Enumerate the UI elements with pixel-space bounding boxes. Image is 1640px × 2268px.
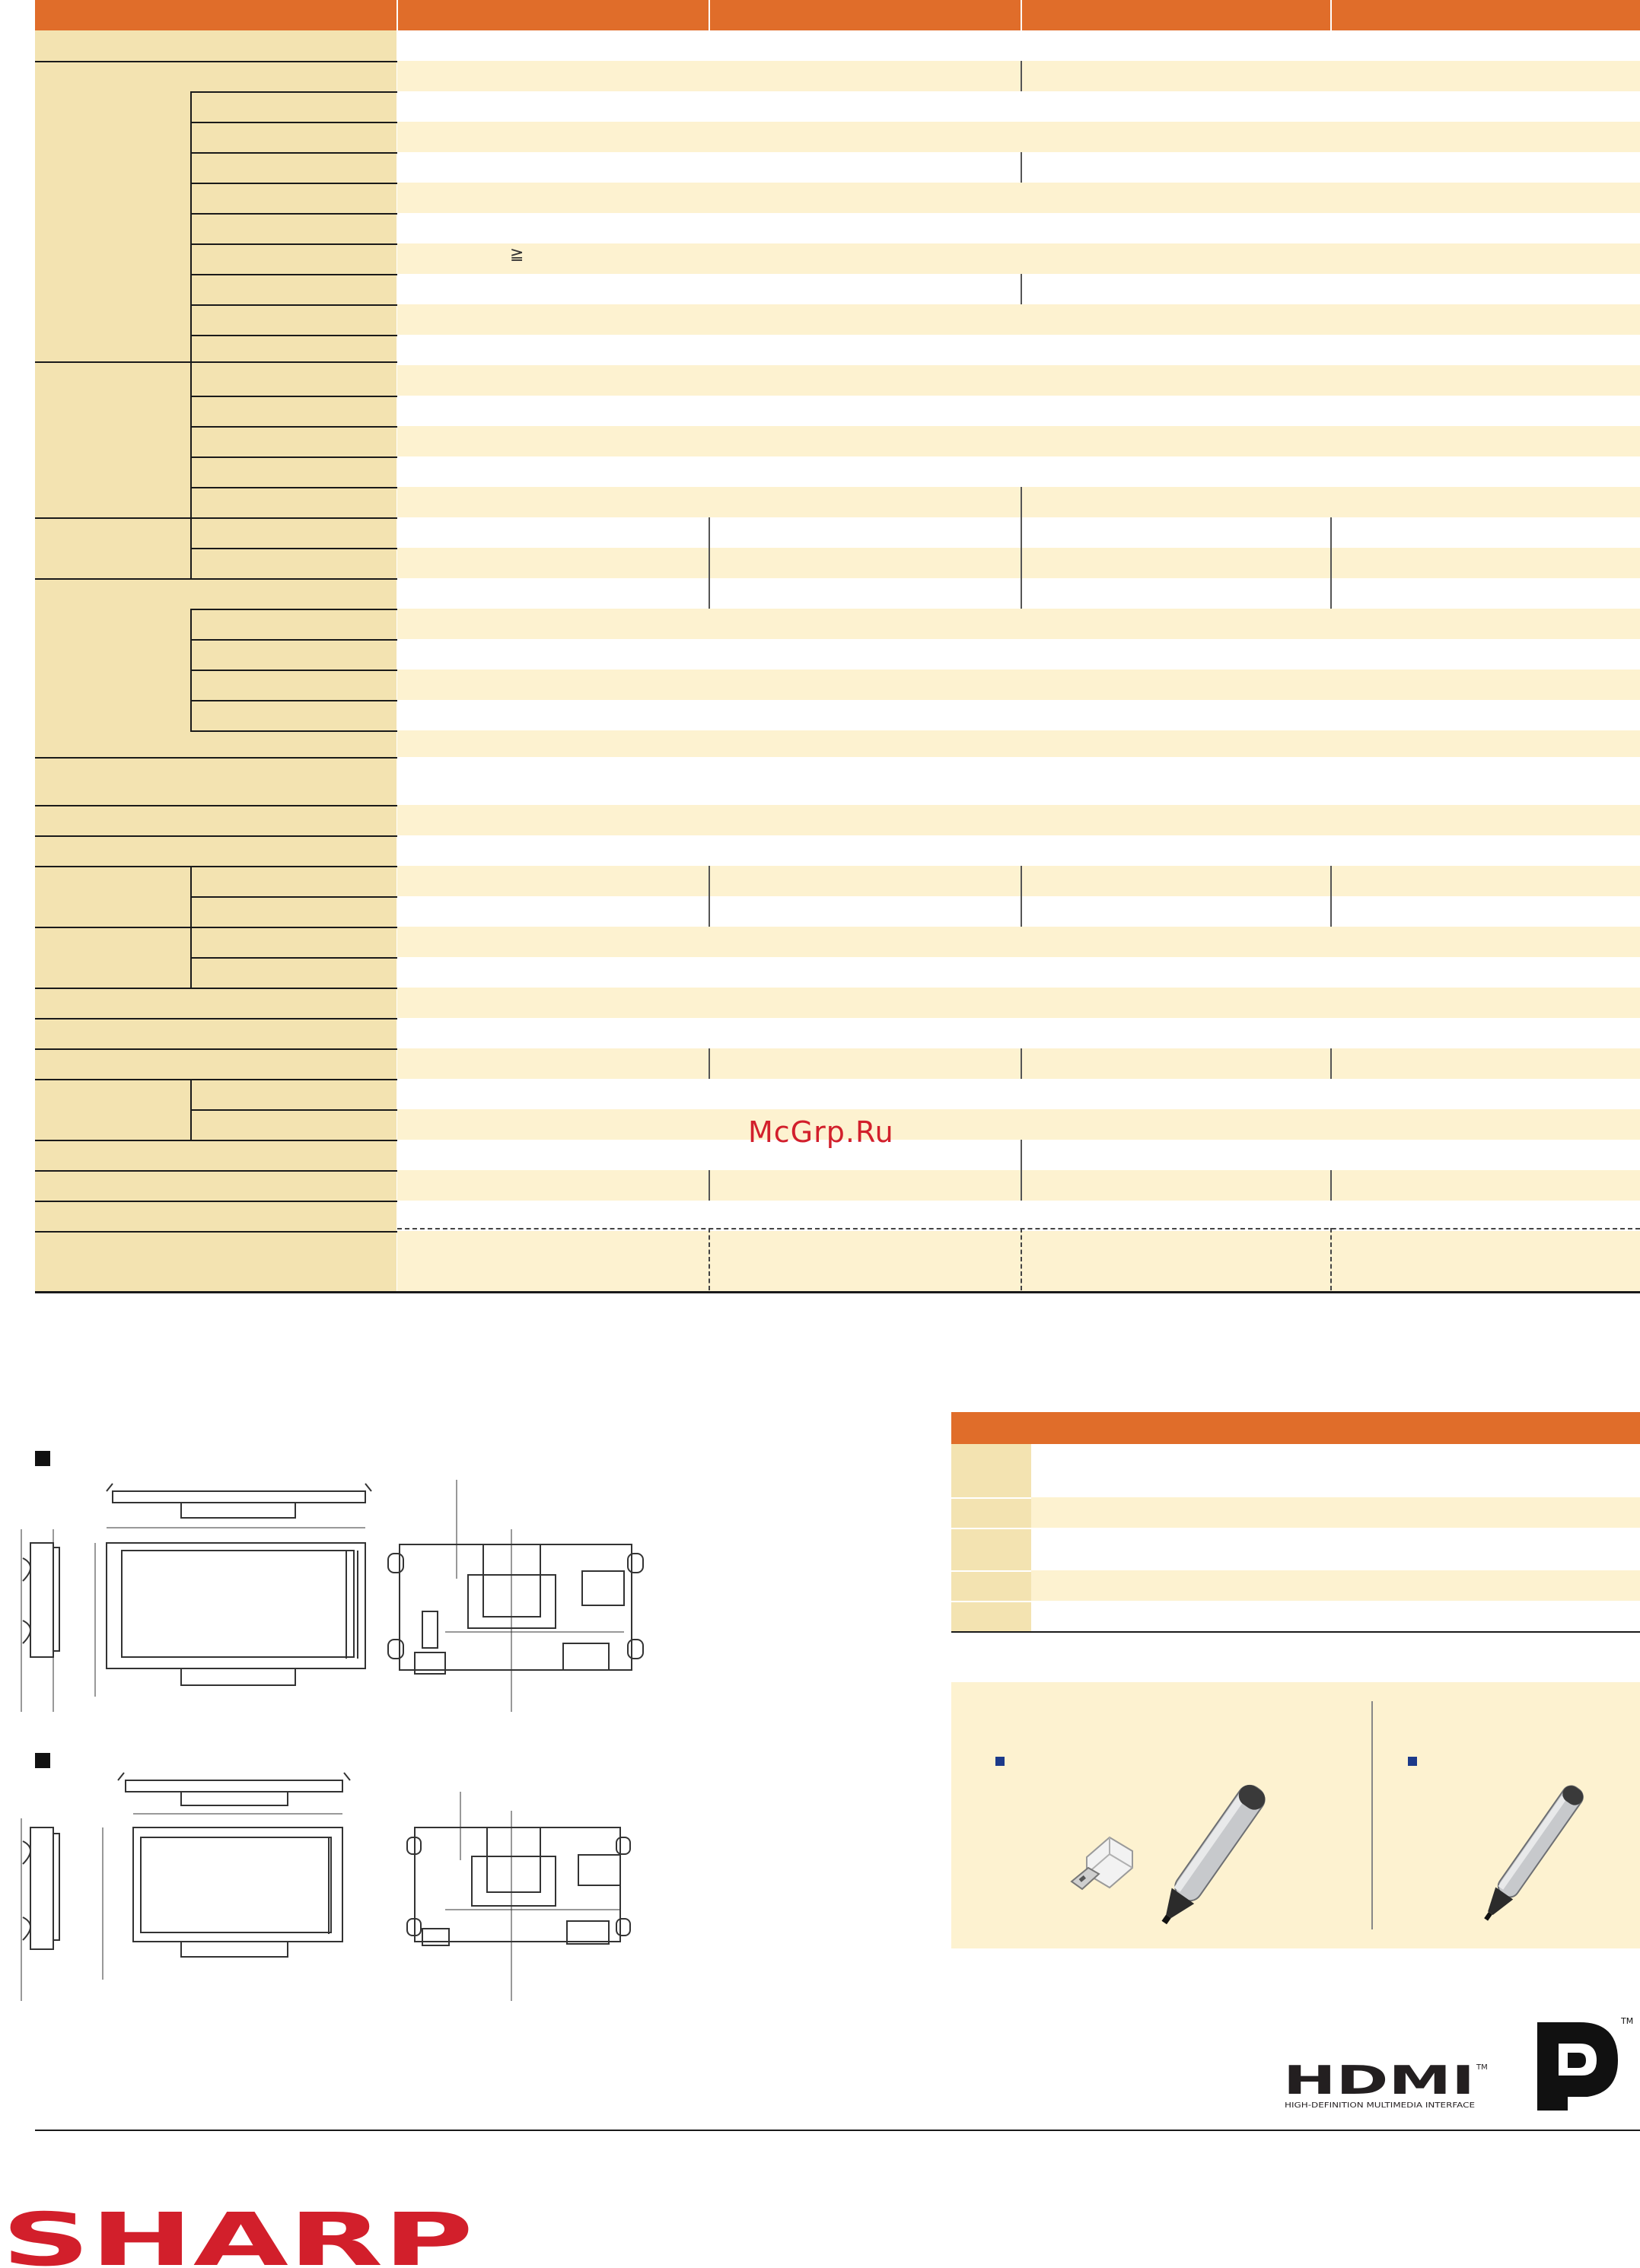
accessory-bullet	[1408, 1757, 1417, 1766]
spec-label-rule	[35, 866, 397, 867]
spec-value-row	[397, 927, 1640, 957]
touch-pen-icon	[1134, 1773, 1286, 1941]
footer-rule	[35, 2130, 1640, 2131]
options-table-label-cell	[951, 1570, 1031, 1601]
spec-column-divider	[1021, 487, 1022, 517]
spec-column-divider	[1021, 517, 1022, 609]
greater-equal-symbol: ≧	[510, 245, 524, 264]
spec-label-rule	[190, 1079, 192, 1140]
spec-label-rule	[35, 1140, 397, 1141]
spec-label-rule	[35, 61, 397, 62]
spec-label-rule	[190, 670, 397, 671]
spec-label-rule	[190, 487, 397, 488]
spec-value-row	[397, 578, 1640, 609]
spec-value-row	[397, 183, 1640, 213]
spec-column-divider	[1021, 61, 1022, 91]
spec-value-row	[397, 609, 1640, 639]
options-table-rule	[951, 1570, 1031, 1572]
options-table-rule	[951, 1528, 1031, 1529]
options-table-bottom-rule	[951, 1631, 1640, 1633]
spec-label-rule	[35, 1201, 397, 1202]
displayport-logo-tm: TM	[1621, 2016, 1634, 2026]
spec-value-row	[397, 30, 1640, 61]
spec-column-divider	[1330, 517, 1332, 609]
spec-label-rule	[190, 122, 397, 123]
options-table-value-cell	[1031, 1601, 1640, 1631]
spec-label-rule	[190, 609, 397, 610]
spec-label-rule	[190, 183, 397, 184]
spec-label-rule	[190, 866, 192, 927]
spec-label-rule	[190, 335, 397, 336]
accessories-panel	[951, 1682, 1640, 1948]
spec-label-rule	[35, 361, 397, 363]
spec-value-row	[397, 396, 1640, 426]
spec-value-row	[397, 1109, 1640, 1140]
spec-value-row	[397, 548, 1640, 578]
hdmi-logo	[1283, 2059, 1489, 2111]
spec-column-divider	[1021, 152, 1022, 183]
options-table-value-cell	[1031, 1444, 1640, 1497]
spec-label-rule	[190, 639, 397, 641]
spec-value-row	[397, 670, 1640, 700]
spec-value-row	[397, 1048, 1640, 1079]
spec-value-row	[397, 700, 1640, 730]
spec-label-rule	[190, 213, 397, 215]
spec-label-rule	[190, 517, 192, 578]
spec-value-row	[397, 91, 1640, 122]
spec-value-row	[397, 304, 1640, 335]
options-table-value-cell	[1031, 1570, 1640, 1601]
spec-value-row	[397, 1170, 1640, 1201]
spec-value-row	[397, 1140, 1640, 1170]
options-table-value-cell	[1031, 1528, 1640, 1570]
spec-label-rule	[190, 700, 397, 701]
spec-label-rule	[190, 243, 397, 245]
spec-value-row	[397, 365, 1640, 396]
spec-value-row	[397, 487, 1640, 517]
spec-label-rule	[190, 91, 397, 93]
spec-column-divider	[1330, 866, 1332, 927]
spec-value-row	[397, 639, 1640, 670]
spec-label-rule	[35, 927, 397, 928]
spec-value-row	[397, 213, 1640, 243]
spec-label-rule	[190, 152, 397, 154]
spec-value-row	[397, 517, 1640, 548]
spec-column-divider	[1330, 1048, 1332, 1079]
spec-value-row	[397, 835, 1640, 866]
spec-value-row	[397, 243, 1640, 274]
accessory-bullet	[995, 1757, 1005, 1766]
section-bullet	[35, 1451, 50, 1466]
spec-label-rule	[190, 730, 397, 732]
spec-value-row	[397, 61, 1640, 91]
touch-pen-icon	[1454, 1773, 1606, 1941]
spec-column-divider	[1021, 274, 1022, 304]
display-dimension-drawing-1	[0, 1468, 670, 1719]
spec-label-rule	[35, 805, 397, 806]
spec-column-divider	[709, 1048, 710, 1079]
spec-label-rule	[190, 548, 397, 549]
spec-column-divider	[1021, 1170, 1022, 1201]
spec-value-row	[397, 1018, 1640, 1048]
spec-label-rule	[35, 1048, 397, 1050]
spec-label-rule	[35, 757, 397, 759]
spec-value-row	[397, 152, 1640, 183]
spec-label-rule	[190, 361, 192, 517]
spec-column-divider	[709, 1170, 710, 1201]
hdmi-logo-tagline: HIGH-DEFINITION MULTIMEDIA INTERFACE	[1285, 2101, 1475, 2110]
options-table-header	[951, 1412, 1640, 1444]
spec-label-rule	[35, 578, 397, 580]
spec-label-rule	[35, 1079, 397, 1080]
spec-label-rule	[190, 396, 397, 397]
spec-label-rule	[35, 1018, 397, 1019]
options-table-label-cell	[951, 1497, 1031, 1528]
spec-value-row	[397, 805, 1640, 835]
sharp-logo	[0, 2195, 479, 2268]
spec-dashed-rule	[397, 1228, 1640, 1229]
sharp-logo-wordmark: SHARP	[2, 2197, 473, 2268]
spec-label-rule	[190, 304, 397, 306]
spec-value-row	[397, 426, 1640, 456]
spec-value-row	[397, 274, 1640, 304]
spec-label-rule	[35, 517, 397, 519]
spec-label-rule	[190, 957, 397, 959]
hdmi-logo-tm: TM	[1476, 2063, 1488, 2072]
options-table-value-cell	[1031, 1497, 1640, 1528]
spec-column-divider	[1021, 866, 1022, 927]
spec-label-rule	[190, 456, 397, 458]
spec-label-rule	[190, 274, 397, 275]
spec-label-rule	[35, 1170, 397, 1172]
spec-label-rule	[190, 1109, 397, 1111]
spec-label-rule	[35, 988, 397, 989]
options-table-label-cell	[951, 1444, 1031, 1497]
spec-label-rule	[190, 609, 192, 730]
spec-value-row	[397, 335, 1640, 365]
watermark: McGrp.Ru	[748, 1115, 894, 1149]
display-dimension-drawing-2	[0, 1757, 670, 2009]
spec-label-rule	[35, 835, 397, 837]
spec-label-rule	[35, 1231, 397, 1233]
options-table-label-cell	[951, 1601, 1031, 1631]
spec-column-divider	[709, 517, 710, 609]
spec-label-rule	[190, 426, 397, 428]
options-table-rule	[951, 1601, 1031, 1602]
spec-table-bottom-rule	[35, 1291, 1640, 1293]
hdmi-logo-wordmark: HDMI	[1283, 2059, 1475, 2104]
spec-column-divider	[709, 866, 710, 927]
spec-value-row	[397, 988, 1640, 1018]
displayport-logo	[1533, 2013, 1639, 2112]
spec-label-rule	[190, 896, 397, 898]
spec-value-row	[397, 1231, 1640, 1292]
options-table-label-cell	[951, 1528, 1031, 1570]
spec-table-header	[35, 0, 1640, 30]
spec-value-row	[397, 957, 1640, 988]
spec-value-row	[397, 730, 1640, 757]
spec-label-column	[35, 30, 396, 1292]
spec-value-row	[397, 456, 1640, 487]
spec-label-rule	[190, 927, 192, 988]
spec-column-divider	[1021, 1048, 1022, 1079]
spec-value-row	[397, 122, 1640, 152]
spec-value-row	[397, 757, 1640, 805]
spec-value-row	[397, 1079, 1640, 1109]
spec-value-row	[397, 896, 1640, 927]
accessories-divider	[1371, 1701, 1373, 1929]
options-table-rule	[951, 1497, 1031, 1499]
spec-column-divider	[1330, 1170, 1332, 1201]
spec-column-divider	[1021, 1140, 1022, 1170]
spec-label-rule	[190, 91, 192, 361]
spec-value-row	[397, 866, 1640, 896]
spec-value-row	[397, 1201, 1640, 1231]
